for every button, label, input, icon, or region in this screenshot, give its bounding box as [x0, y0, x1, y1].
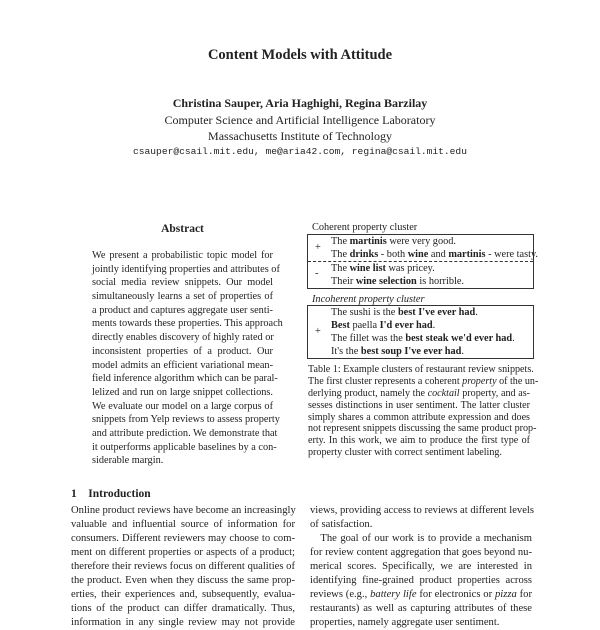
text-line: inconsistent properties of a product. Our — [92, 345, 273, 357]
snippet-row: The sushi is the best I've ever had. — [331, 307, 478, 318]
text-line: social media review snippets. Our model — [92, 277, 273, 289]
text-line: for review content aggregation that goes beyond nu- — [310, 547, 532, 558]
text-line: simply shares a common attribute expression and does — [308, 411, 530, 423]
text-line: sesses distinctions in user sentiment. The latter cluster — [308, 399, 530, 411]
text-line: property cluster with correct sentiment labeling. — [308, 447, 502, 459]
text-line: The first cluster represents a coherent property of the un- — [308, 375, 539, 387]
text-line: ment on different properties or aspects of a product; — [71, 547, 295, 558]
text-line: lelized and run on large snippet collections. — [92, 386, 273, 398]
text-line: valuable and influential source of information for — [71, 519, 295, 530]
section-heading — [71, 488, 151, 500]
text-line: field inference algorithm which can be paral- — [92, 373, 278, 385]
abstract-body — [92, 249, 283, 468]
snippet-row: The martinis were very good. — [331, 236, 456, 247]
minus-sign: - — [315, 268, 319, 279]
negative-group — [308, 261, 533, 288]
text-line: tions of the product can differ dramatically. Thus, — [71, 603, 295, 614]
text-line: Table 1: Example clusters of restaurant review snippets. — [308, 364, 534, 375]
author-emails: csauper@csail.mit.edu, me@aria42.com, regina@csail.mit.edu — [133, 146, 467, 157]
text-line: siderable margin. — [92, 455, 164, 467]
text-line: ments towards these properties. This approach — [92, 318, 283, 330]
section-number: 1 — [71, 488, 77, 500]
text-line: jointly identifying properties and attributes of — [92, 263, 280, 275]
text-line: properties, namely aggregate user sentiment. — [310, 617, 500, 628]
intro-right-column — [310, 504, 532, 630]
incoherent-cluster-label: Incoherent property cluster — [312, 294, 425, 305]
text-line: The goal of our work is to provide a mechanism — [310, 533, 532, 544]
text-line: of satisfaction. — [310, 519, 373, 530]
text-line: and attribute prediction. We demonstrate that — [92, 427, 278, 439]
snippet-row: Best paella I'd ever had. — [331, 320, 436, 331]
text-line: therefore their reviews focus on different qualities of — [71, 561, 295, 572]
text-line: derlying product, namely the cocktail property, and as- — [308, 387, 530, 399]
text-line: a product and captures aggregate user senti- — [92, 304, 273, 316]
positive-group — [308, 235, 539, 261]
text-line: We present a probabilistic topic model for — [92, 250, 273, 261]
text-line: identifying fine-grained product properties across — [310, 575, 532, 586]
text-line: We evaluate our model on a large corpus of — [92, 400, 273, 412]
text-line: it outperforms applicable baselines by a con- — [92, 441, 277, 453]
text-line: Online product reviews have become an increasingly — [71, 505, 296, 516]
text-line: merical scores. Specifically, we are interested in — [310, 561, 532, 572]
snippet-row: It's the best soup I've ever had. — [331, 346, 464, 357]
snippet-row: The drinks - both wine and martinis - were tasty. — [331, 249, 539, 260]
text-line: views, providing access to reviews at different levels — [310, 505, 534, 516]
snippet-row: Their wine selection is horrible. — [331, 276, 464, 287]
abstract-heading: Abstract — [161, 223, 204, 235]
text-line: not represent snippets discussing the same product prop- — [308, 423, 537, 435]
text-line: erties, their experiences and, subsequently, evalua- — [71, 589, 295, 600]
text-line: restaurants) as well as capturing attributes of these — [310, 603, 532, 614]
paper-title: Content Models with Attitude — [207, 47, 393, 63]
section-title: Introduction — [88, 488, 151, 500]
affiliation-institute: Massachusetts Institute of Technology — [208, 129, 392, 143]
text-line: directly enables discovery of highly rated or — [92, 332, 274, 344]
coherent-cluster-box — [307, 234, 539, 289]
table-caption — [308, 364, 539, 459]
text-line: model admits an efficient variational mean- — [92, 359, 273, 371]
authors: Christina Sauper, Aria Haghighi, Regina Barzilay — [172, 96, 428, 110]
snippet-row: The wine list was pricey. — [331, 263, 435, 274]
plus-sign: + — [315, 242, 321, 253]
affiliation-lab: Computer Science and Artificial Intelligence Laboratory — [164, 113, 436, 127]
coherent-cluster-label: Coherent property cluster — [312, 222, 418, 233]
text-line: erty. In this work, we aim to produce the first type of — [308, 435, 530, 447]
plus-sign: + — [315, 326, 321, 337]
text-line: consumers. Different reviewers may choose to com- — [71, 533, 295, 544]
intro-left-column — [71, 504, 295, 630]
text-line: reviews (e.g., battery life for electronics or pizza for — [310, 589, 532, 600]
incoherent-cluster-box — [307, 305, 534, 359]
text-line: information in any single review may not provide — [71, 617, 295, 628]
text-line: the product. Even when they discuss the same prop- — [71, 575, 295, 586]
text-line: snippets from Yelp reviews to assess property — [92, 414, 280, 426]
text-line: simultaneously learns a set of properties of — [92, 291, 273, 303]
snippet-row: The fillet was the best steak we'd ever had. — [331, 333, 515, 344]
